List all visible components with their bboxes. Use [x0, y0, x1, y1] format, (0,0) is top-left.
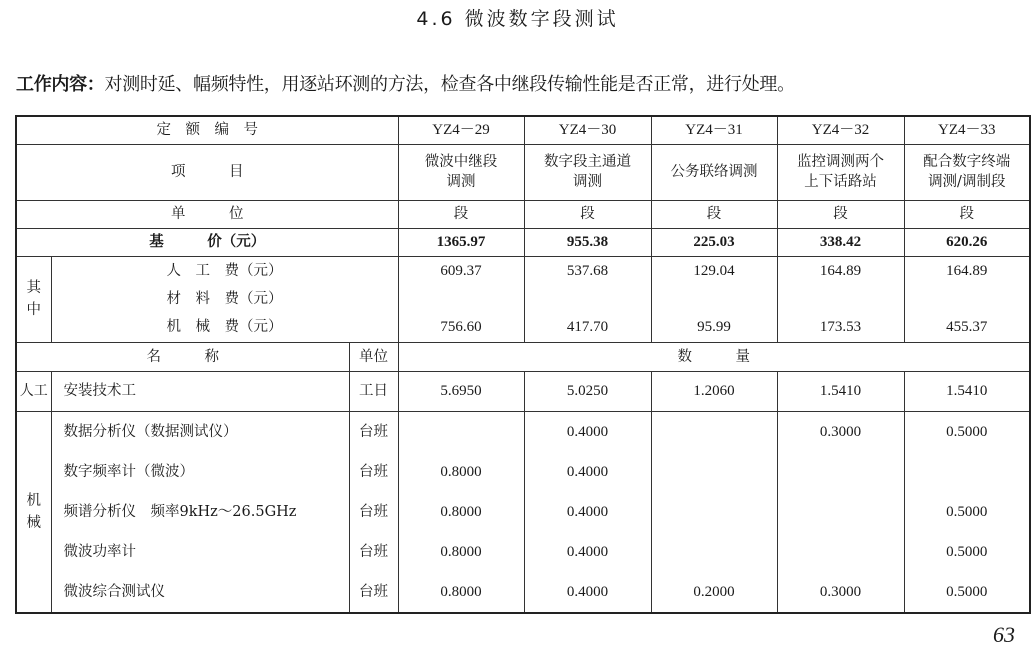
- quantity-value: [399, 412, 524, 452]
- resource-unit: 台班: [359, 503, 388, 520]
- item-name: [904, 144, 1030, 200]
- machine-cost: 756.60: [440, 318, 482, 335]
- item-name-line: 调测: [573, 174, 603, 190]
- item-name-line: 调测/调制段: [928, 174, 1006, 190]
- machine-quantities: [524, 411, 651, 613]
- resource-unit: 台班: [359, 463, 388, 480]
- cost-values: [524, 256, 651, 342]
- unit-value: 段: [398, 200, 524, 228]
- of-which-text: 其中: [26, 280, 41, 318]
- quota-code-row: [16, 116, 1030, 144]
- quota-code: YZ4－30: [524, 116, 651, 144]
- quantity-value: 0.8000: [440, 543, 482, 560]
- resource-name: 数据分析仪（数据测试仪）: [63, 423, 238, 440]
- quantity-value: [778, 492, 904, 532]
- quota-code: YZ4－31: [651, 116, 777, 144]
- base-price: 338.42: [777, 228, 904, 256]
- resource-unit: 台班: [359, 583, 388, 600]
- material-cost: [525, 285, 651, 313]
- material-cost: [905, 285, 1030, 313]
- machine-cost: 95.99: [697, 318, 731, 335]
- quantity-header: 数 量: [398, 342, 1030, 371]
- machine-quantities: [904, 411, 1030, 613]
- name-header-row: [16, 342, 1030, 371]
- quantity-value: 0.4000: [566, 463, 609, 480]
- quantity-value: [778, 452, 904, 492]
- quantity-value: 0.4000: [566, 583, 609, 600]
- machine-group: [16, 411, 1030, 613]
- quantity-value: 1.5410: [904, 371, 1030, 411]
- quantity-value: 1.5410: [777, 371, 904, 411]
- unit-value: 段: [777, 200, 904, 228]
- cost-breakdown-row: [16, 256, 1030, 342]
- quantity-value: 0.2000: [693, 583, 735, 600]
- machine-names: [51, 411, 349, 613]
- resource-name: 微波综合测试仪: [63, 583, 165, 600]
- unit-value: 段: [904, 200, 1030, 228]
- machine-cost: 173.53: [819, 318, 862, 335]
- item-name-line: 调测: [446, 174, 476, 190]
- quantity-value: 0.3000: [819, 423, 862, 440]
- resource-name: 微波功率计: [63, 543, 136, 560]
- labor-cost: 129.04: [693, 262, 735, 279]
- work-content: [16, 70, 795, 96]
- quota-code: YZ4－32: [777, 116, 904, 144]
- machine-quantities: [777, 411, 904, 613]
- cost-values: [398, 256, 524, 342]
- unit-value: 段: [651, 200, 777, 228]
- machine-cost: 417.70: [566, 318, 609, 335]
- machine-cost: 455.37: [946, 318, 988, 335]
- unit-label: 单 位: [16, 200, 398, 228]
- cost-values: [904, 256, 1030, 342]
- item-name-line: 上下话路站: [804, 174, 877, 190]
- quantity-value: [652, 412, 777, 452]
- quantity-value: [652, 452, 777, 492]
- quota-code-label: 定 额 编 号: [16, 116, 398, 144]
- cost-values: [777, 256, 904, 342]
- quantity-value: 0.8000: [440, 503, 482, 520]
- labor-cost: 164.89: [819, 262, 862, 279]
- base-price-label: 基 价（元）: [16, 228, 398, 256]
- item-name: [651, 144, 777, 200]
- quantity-value: 0.5000: [946, 423, 988, 440]
- resource-unit: 台班: [359, 543, 388, 560]
- item-name-line: 公务联络调测: [670, 164, 758, 180]
- quantity-value: 0.8000: [440, 583, 482, 600]
- base-price-row: [16, 228, 1030, 256]
- labor-cost: 164.89: [946, 262, 988, 279]
- material-cost: [778, 285, 904, 313]
- item-name: [398, 144, 524, 200]
- resource-name: 数字频率计（微波）: [63, 463, 194, 480]
- item-name: [524, 144, 651, 200]
- page-number: 63: [993, 622, 1015, 647]
- base-price: 955.38: [524, 228, 651, 256]
- of-which-label: [16, 256, 51, 342]
- quantity-value: 0.8000: [440, 463, 482, 480]
- quota-code: YZ4－29: [398, 116, 524, 144]
- quantity-value: 0.5000: [946, 583, 988, 600]
- unit-header: 单位: [349, 342, 398, 371]
- item-name: [777, 144, 904, 200]
- item-name-line: 数字段主通道: [544, 154, 632, 170]
- labor-cost: 537.68: [566, 262, 609, 279]
- quantity-value: 5.0250: [524, 371, 651, 411]
- machine-group-label: [16, 411, 51, 613]
- quota-table: [15, 115, 1031, 614]
- quantity-value: 1.2060: [651, 371, 777, 411]
- quantity-value: 0.4000: [566, 543, 609, 560]
- unit-row: [16, 200, 1030, 228]
- labor-cost: 609.37: [440, 262, 482, 279]
- base-price: 1365.97: [398, 228, 524, 256]
- item-label: 项 目: [16, 144, 398, 200]
- quantity-value: [652, 532, 777, 572]
- quantity-value: [652, 492, 777, 532]
- quantity-value: 0.3000: [819, 583, 862, 600]
- material-cost: [652, 285, 777, 313]
- base-price: 620.26: [904, 228, 1030, 256]
- resource-name: 安装技术工: [51, 371, 349, 411]
- labor-row: [16, 371, 1030, 411]
- machine-group-text: 机械: [26, 492, 41, 531]
- name-header: 名 称: [16, 342, 349, 371]
- quantity-value: [905, 452, 1030, 492]
- resource-unit: 工日: [349, 371, 398, 411]
- machine-cost-label: 机 械 费（元）: [166, 318, 283, 335]
- cost-values: [651, 256, 777, 342]
- machine-quantities: [398, 411, 524, 613]
- work-content-label: 工作内容：: [16, 74, 105, 95]
- resource-unit: 台班: [359, 423, 388, 440]
- base-price: 225.03: [651, 228, 777, 256]
- labor-cost-label: 人 工 费（元）: [166, 262, 283, 279]
- work-content-text: 对测时延、幅频特性，用逐站环测的方法，检查各中继段传输性能是否正常，进行处理。: [104, 74, 795, 95]
- material-cost-label: 材 料 费（元）: [166, 290, 283, 307]
- labor-group-label: 人工: [16, 371, 51, 411]
- machine-quantities: [651, 411, 777, 613]
- quantity-value: [778, 532, 904, 572]
- quantity-value: 0.5000: [946, 503, 988, 520]
- material-cost: [399, 285, 524, 313]
- item-name-line: 微波中继段: [424, 154, 498, 170]
- quota-code: YZ4－33: [904, 116, 1030, 144]
- quantity-value: 5.6950: [398, 371, 524, 411]
- item-name-line: 监控调测两个: [797, 154, 885, 170]
- quantity-value: 0.4000: [566, 503, 609, 520]
- quantity-value: 0.5000: [946, 543, 988, 560]
- quantity-value: 0.4000: [566, 423, 609, 440]
- item-name-line: 配合数字终端: [923, 154, 1011, 170]
- unit-value: 段: [524, 200, 651, 228]
- cost-labels: [51, 256, 398, 342]
- resource-name: 频谱分析仪 频率9kHz～26.5GHz: [63, 503, 297, 520]
- machine-units: [349, 411, 398, 613]
- section-title: 4.6 微波数字段测试: [416, 8, 619, 30]
- item-row: [16, 144, 1030, 200]
